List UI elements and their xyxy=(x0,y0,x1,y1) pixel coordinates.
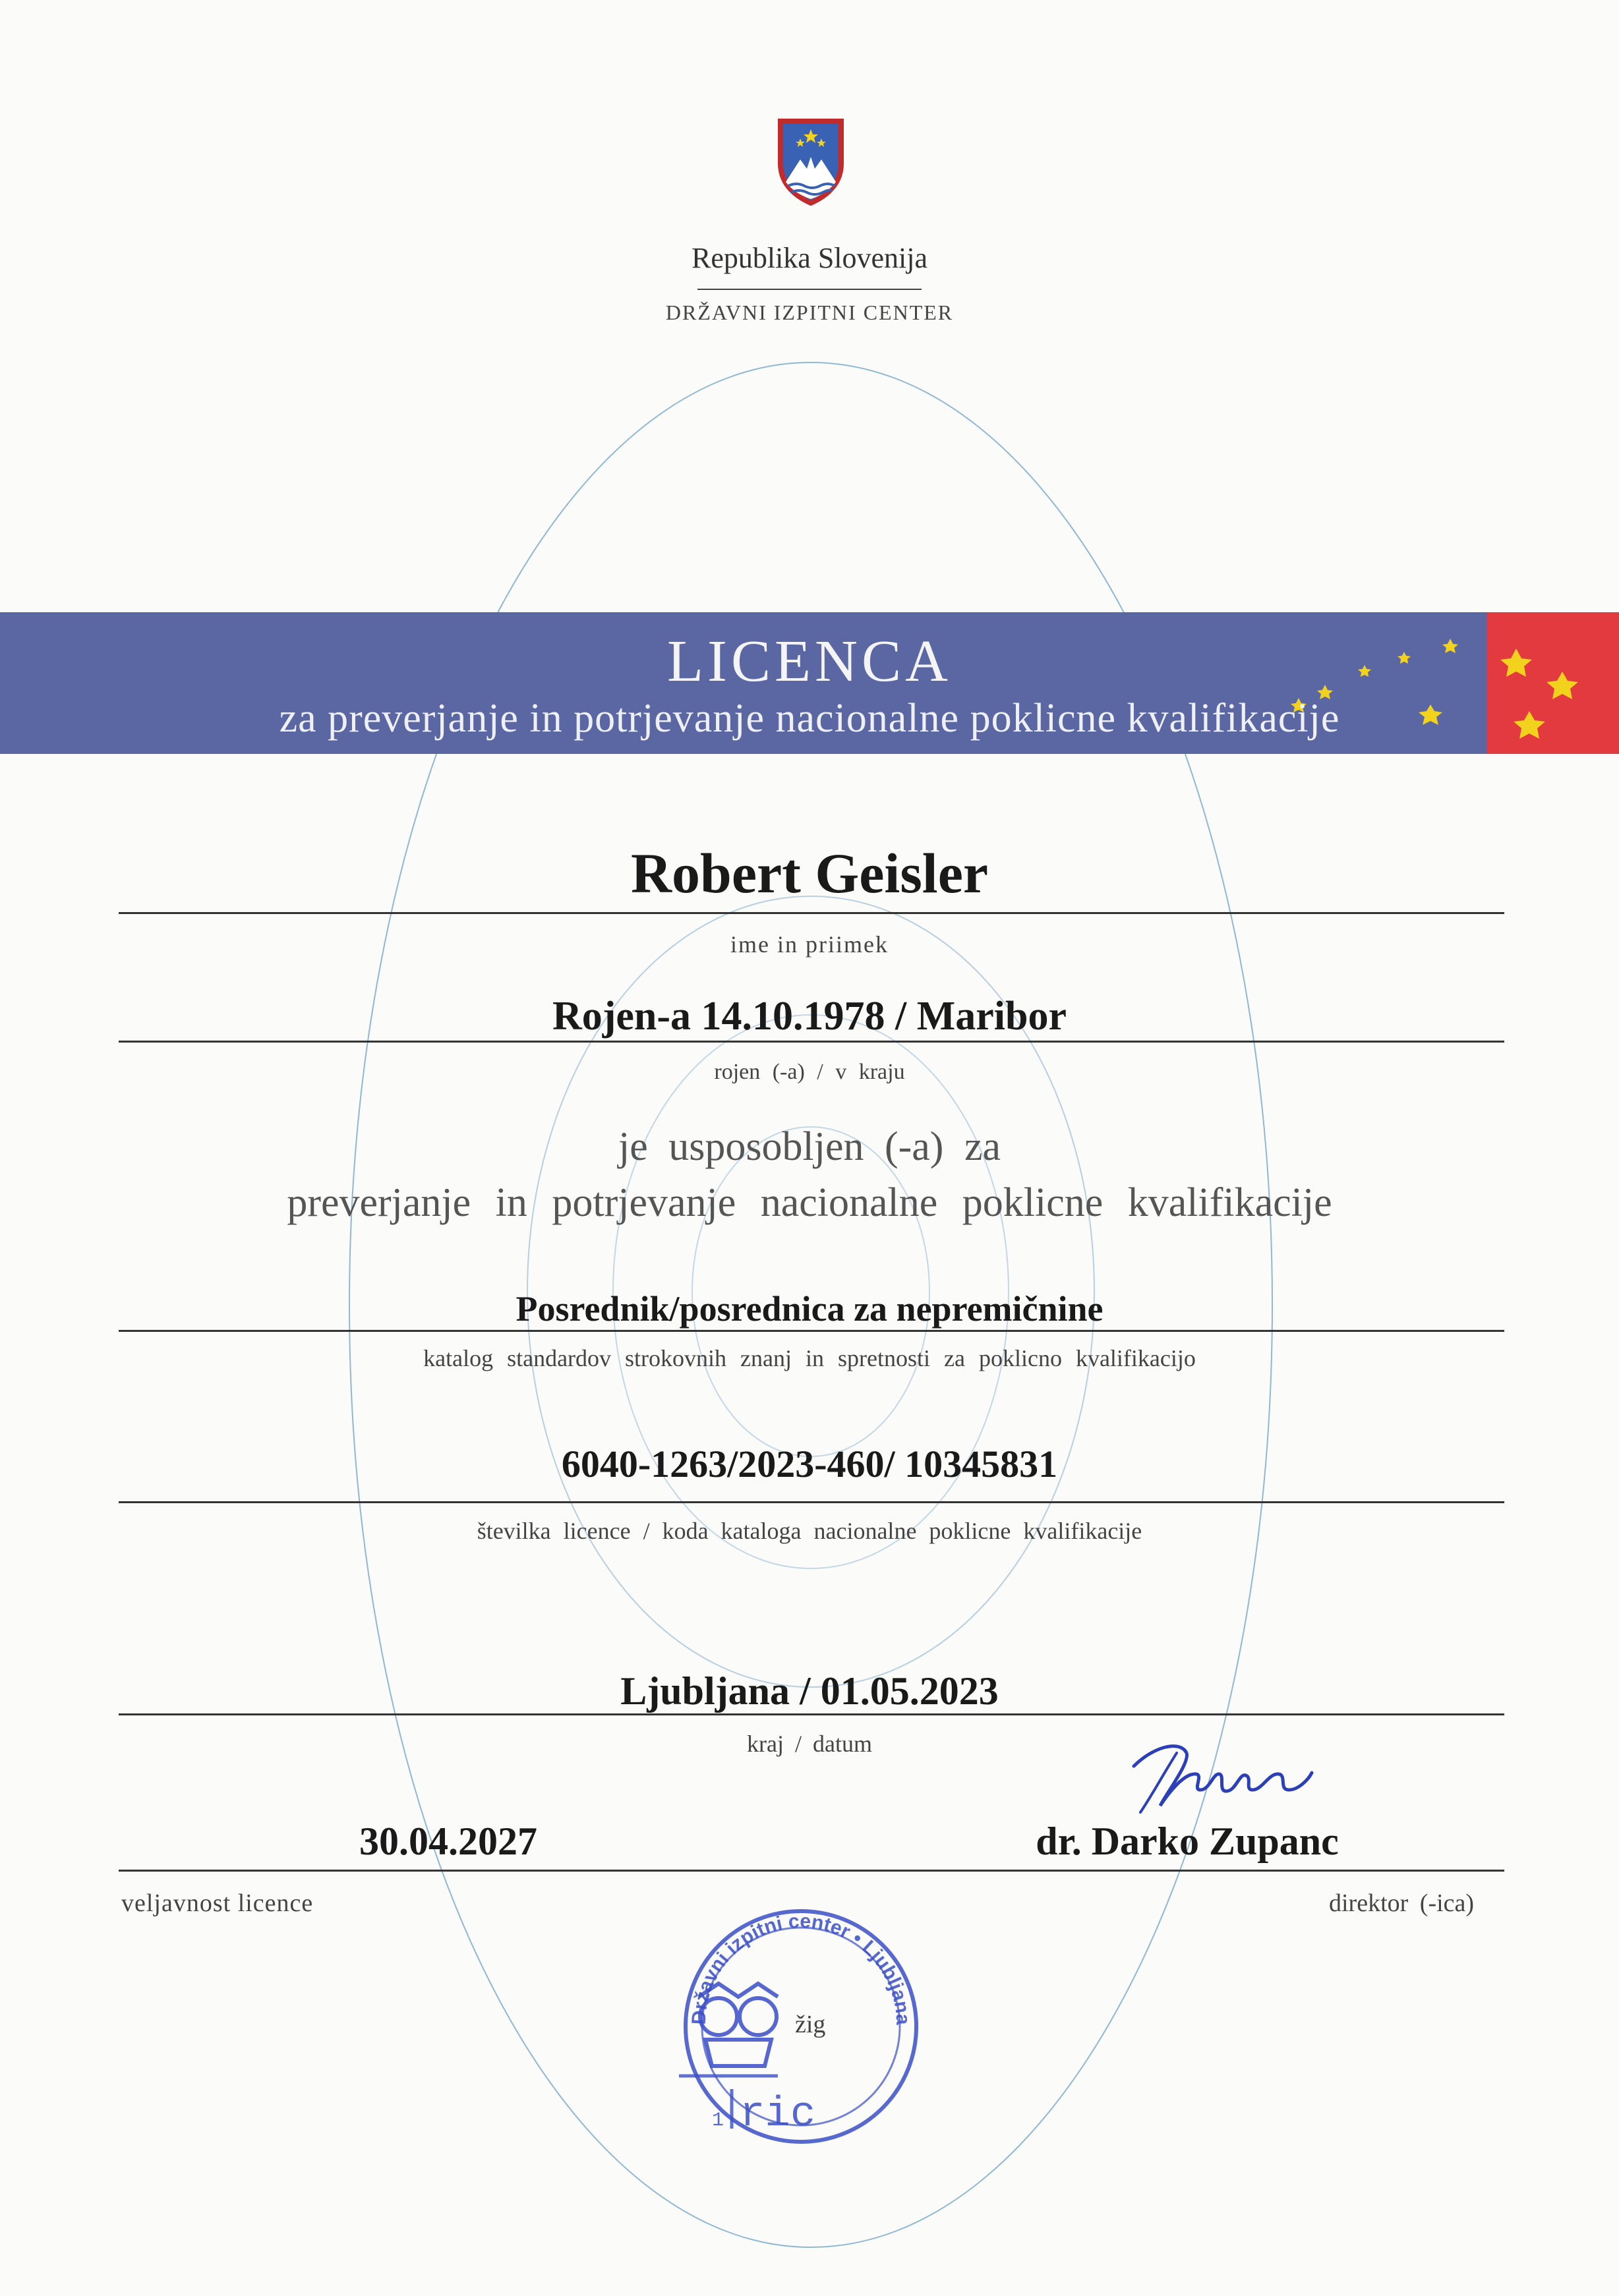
director-label: direktor (-ica) xyxy=(1329,1889,1475,1917)
place-rule xyxy=(119,1713,1504,1715)
license-number-label: številka licence / koda kataloga nacionalne poklicne kvalifikacije xyxy=(477,1518,1142,1544)
birth-rule xyxy=(119,1041,1504,1043)
issuer-name: DRŽAVNI IZPITNI CENTER xyxy=(665,301,954,324)
signature-icon xyxy=(1114,1727,1325,1819)
name-rule xyxy=(119,912,1504,914)
birth-info: Rojen-a 14.10.1978 / Maribor xyxy=(552,994,1067,1039)
stamp-label: žig xyxy=(795,2011,826,2038)
license-number: 6040-1263/2023-460/ 10345831 xyxy=(561,1443,1058,1485)
validity-label: veljavnost licence xyxy=(121,1889,314,1917)
occupation-label: katalog standardov strokovnih znanj in spretnosti za poklicno kvalifikacijo xyxy=(423,1345,1196,1371)
license-subtitle: za preverjanje in potrjevanje nacionalne poklicne kvalifikacije xyxy=(279,696,1340,741)
director-name: dr. Darko Zupanc xyxy=(1036,1820,1339,1863)
issue-place-date-label: kraj / datum xyxy=(747,1731,872,1757)
qualification-statement-1: je usposobljen (-a) za xyxy=(618,1124,1001,1169)
occupation-rule xyxy=(119,1330,1504,1332)
birth-label: rojen (-a) / v kraju xyxy=(714,1060,905,1084)
qualification-statement-2: preverjanje in potrjevanje nacionalne poklicne kvalifikacije xyxy=(287,1180,1332,1225)
license-rule xyxy=(119,1501,1504,1503)
issue-place-date: Ljubljana / 01.05.2023 xyxy=(620,1669,999,1713)
holder-name: Robert Geisler xyxy=(630,842,989,905)
header-divider xyxy=(697,289,922,290)
signature-rule xyxy=(119,1870,1504,1872)
svg-text:ric: ric xyxy=(740,2091,816,2138)
validity-date: 30.04.2027 xyxy=(359,1820,537,1863)
holder-name-label: ime in priimek xyxy=(730,931,889,958)
svg-text:Državni izpitni center • Ljubl: Državni izpitni center • Ljubljana xyxy=(688,1910,914,2026)
license-title: LICENCA xyxy=(667,629,952,694)
republic-title: Republika Slovenija xyxy=(691,242,928,274)
occupation-value: Posrednik/posrednica za nepremičnine xyxy=(515,1289,1104,1329)
coat-of-arms-icon xyxy=(777,117,845,206)
svg-text:1: 1 xyxy=(712,2109,724,2132)
